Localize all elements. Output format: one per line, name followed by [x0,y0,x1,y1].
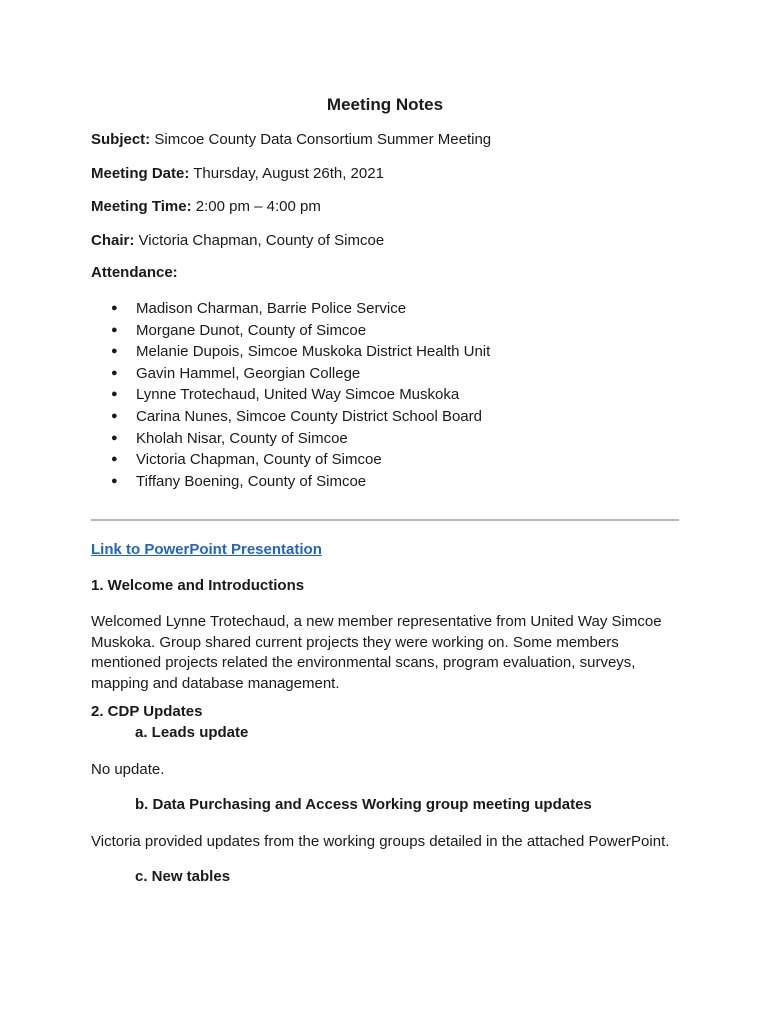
list-item: ● Carina Nunes, Simcoe County District School Board [91,406,490,428]
subheading-new-tables: c. New tables [135,868,231,885]
page-title: Meeting Notes [326,95,444,114]
meeting-date-label: Meeting Date: [91,165,190,182]
list-item: ● Melanie Dupois, Simcoe Muskoka District Health Unit [91,341,490,363]
section-body-welcome: Welcomed Lynne Trotechaud, a new member representative from United Way Simcoe Muskoka. Group shared current projects they were working on. Some members mentioned projects related the environmental scans, program evaluation, surveys, mapping and database management. [91,613,662,692]
meeting-time-line [91,198,321,215]
leads-update-body: No update. [91,761,165,778]
chair-line [91,232,384,249]
bullet-icon: ● [111,474,118,487]
subheading-leads-update: a. Leads update [135,724,249,741]
section-divider [91,519,679,521]
list-item: ● Victoria Chapman, County of Simcoe [91,449,490,471]
bullet-icon: ● [111,453,118,466]
meeting-date-value: Thursday, August 26th, 2021 [189,165,384,182]
powerpoint-link[interactable]: Link to PowerPoint Presentation [91,541,322,558]
meeting-time-label: Meeting Time: [91,198,192,215]
list-item: ● Madison Charman, Barrie Police Service [91,298,490,320]
attendance-heading: Attendance: [91,264,178,281]
section-heading-cdp-updates: 2. CDP Updates [91,703,203,720]
section-heading-welcome: 1. Welcome and Introductions [91,577,305,594]
chair-label: Chair: [91,232,135,249]
bullet-icon: ● [111,431,118,444]
list-item: ● Kholah Nisar, County of Simcoe [91,428,490,450]
bullet-icon: ● [111,302,118,314]
bullet-icon: ● [111,345,118,358]
bullet-icon: ● [111,388,118,401]
list-item: ● Tiffany Boening, County of Simcoe [91,471,490,493]
bullet-icon: ● [111,366,118,379]
meeting-time-value: 2:00 pm – 4:00 pm [191,198,321,215]
meeting-date-line [91,165,384,182]
data-purchasing-body: Victoria provided updates from the working groups detailed in the attached PowerPoint. [91,833,670,850]
subject-line [91,131,491,148]
subject-value: Simcoe County Data Consortium Summer Meeting [150,131,492,148]
chair-value: Victoria Chapman, County of Simcoe [134,232,385,249]
subheading-data-purchasing: b. Data Purchasing and Access Working group meeting updates [135,796,592,813]
bullet-icon: ● [111,409,118,422]
subject-label: Subject: [91,131,151,148]
list-item: ● Morgane Dunot, County of Simcoe [91,320,490,342]
list-item: ● Lynne Trotechaud, United Way Simcoe Muskoka [91,384,490,406]
bullet-icon: ● [111,323,118,336]
attendee-list [91,298,490,492]
list-item: ● Gavin Hammel, Georgian College [91,363,490,385]
